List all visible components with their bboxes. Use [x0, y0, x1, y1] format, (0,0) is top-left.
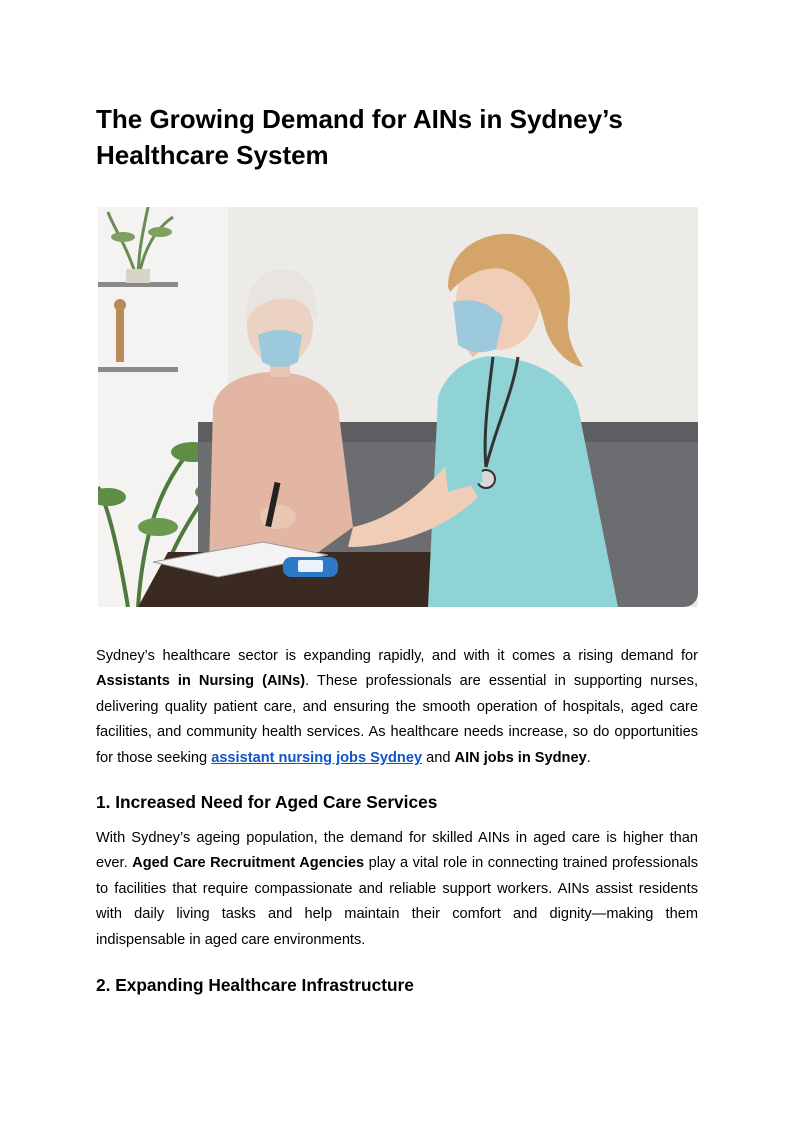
intro-paragraph — [96, 644, 698, 771]
intro-bold-1: Assistants in Nursing (AINs) — [96, 673, 306, 690]
aged-care-text-1: With Sydney’s ageing population, the demand for skilled AINs in aged care is higher than ever. — [96, 830, 698, 872]
assistant-nursing-jobs-link[interactable]: assistant nursing jobs Sydney — [211, 749, 423, 766]
section-heading-infrastructure: 2. Expanding Healthcare Infrastructure — [96, 975, 414, 995]
intro-text-1: Sydney’s healthcare sector is expanding rapidly, and with it comes a rising demand for — [96, 648, 698, 664]
intro-bold-2: AIN jobs in Sydney — [454, 749, 587, 766]
page-title: The Growing Demand for AINs in Sydney’s Healthcare System — [96, 104, 623, 170]
section-heading-aged-care: 1. Increased Need for Aged Care Services — [96, 792, 438, 812]
aged-care-paragraph — [96, 826, 698, 953]
intro-text-3: and — [422, 749, 455, 766]
aged-care-text-2: play a vital role in connecting trained professionals to facilities that require compassionate and reliable support workers. AINs assist residents with daily living tasks and help maintain their comfort and dignity—making them indispensable in aged care environments. — [96, 855, 698, 948]
intro-text-4: . — [586, 749, 591, 766]
aged-care-bold-1: Aged Care Recruitment Agencies — [132, 855, 365, 872]
intro-text-2: . These professionals are essential in supporting nurses, delivering quality patient care, and ensuring the smooth operation of hospitals, aged care facilities, and community health services. As healthcare needs increase, so do opportunities for those seeking — [96, 673, 699, 766]
photo-nurse-and-elderly-patient-icon — [98, 207, 698, 607]
article-photo — [98, 207, 698, 607]
